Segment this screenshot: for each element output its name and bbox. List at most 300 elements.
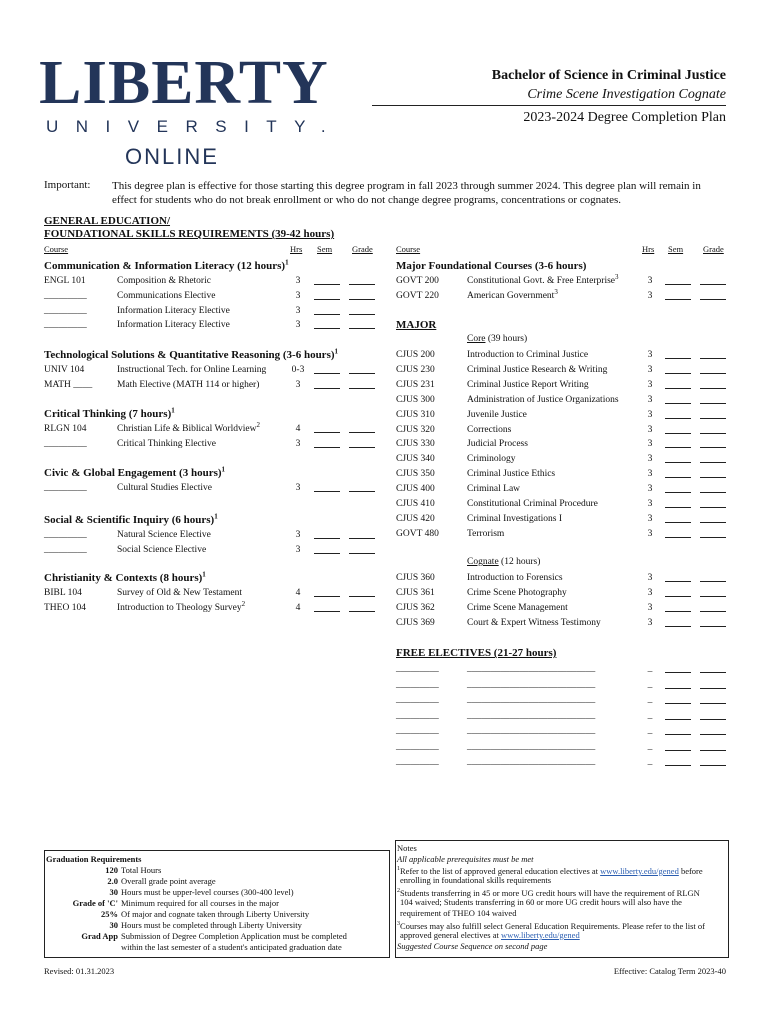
course-hours: 4 — [295, 424, 301, 434]
course-code: CJUS 230 — [396, 364, 435, 375]
course-code: _________ — [44, 544, 87, 555]
course-name-text: Christian Life & Biblical Worldview — [117, 424, 257, 434]
semester-field[interactable] — [665, 603, 691, 612]
grade-field[interactable] — [349, 320, 375, 329]
course-code: CJUS 200 — [396, 350, 435, 360]
grade-field[interactable] — [700, 454, 726, 463]
grad-item-key: 2.0 — [107, 876, 118, 886]
course-name-text: ___________________________ — [467, 726, 596, 736]
grad-item-text: Overall grade point average — [121, 876, 216, 886]
semester-field[interactable] — [665, 365, 691, 374]
course-code: GOVT 220 — [396, 290, 439, 301]
course-hours: 3 — [295, 530, 301, 540]
course-hours: 3 — [647, 528, 653, 539]
grade-field[interactable] — [700, 695, 726, 704]
grade-field[interactable] — [349, 306, 375, 315]
footnote-marker: 3 — [554, 287, 558, 296]
grade-field[interactable] — [349, 439, 375, 448]
course-name-text: Administration of Justice Organizations — [467, 394, 619, 405]
course-name-text: ___________________________ — [467, 695, 596, 705]
course-code: CJUS 400 — [396, 484, 435, 495]
course-code: _________ — [396, 757, 439, 767]
course-hours: _ — [647, 695, 653, 705]
grade-field[interactable] — [700, 664, 726, 673]
gened-group-title — [44, 260, 289, 272]
grade-field[interactable] — [700, 469, 726, 478]
course-code: CJUS 362 — [396, 602, 435, 613]
right-col-course: Course — [396, 244, 421, 254]
plan-title: 2023-2024 Degree Completion Plan — [523, 110, 726, 125]
semester-field[interactable] — [314, 320, 340, 329]
note-2-text: Students transferring in 45 or more UG credit hours will have the requirement of RLGN — [400, 887, 700, 898]
course-hours: _ — [647, 757, 653, 767]
course-name — [117, 290, 215, 302]
semester-field[interactable] — [314, 588, 340, 597]
note-3-cont-text: approved general electives at — [400, 930, 502, 940]
semester-field[interactable] — [665, 742, 691, 751]
course-name-text: Survey of Old & New Testament — [117, 588, 243, 598]
course-name — [117, 319, 230, 331]
grad-item-text: Total Hours — [121, 865, 162, 875]
course-name-text: Court & Expert Witness Testimony — [467, 617, 601, 628]
course-hours: 3 — [295, 320, 301, 331]
course-hours: 3 — [295, 276, 301, 286]
grade-field[interactable] — [700, 499, 726, 508]
course-hours: 3 — [295, 438, 301, 449]
course-name-text: Introduction to Forensics — [467, 573, 563, 583]
course-name-text: Juvenile Justice — [467, 409, 527, 420]
course-name-text: Introduction to Criminal Justice — [467, 350, 589, 360]
notes-prereq: All applicable prerequisites must be met — [397, 854, 534, 864]
course-hours: 3 — [647, 587, 653, 598]
gened-group-title — [44, 349, 338, 361]
grade-field[interactable] — [700, 573, 726, 582]
course-code: CJUS 350 — [396, 469, 435, 480]
grade-field[interactable] — [700, 514, 726, 523]
course-code: _________ — [44, 438, 87, 449]
course-code: _________ — [396, 726, 439, 736]
footnote-marker: 1 — [214, 512, 218, 521]
course-name-text: Instructional Tech. for Online Learning — [117, 365, 267, 375]
course-name — [467, 394, 619, 406]
gened-title-2: FOUNDATIONAL SKILLS REQUIREMENTS (39-42 hours) — [44, 228, 335, 240]
grad-item-key: 30 — [109, 887, 118, 897]
grad-item-text: Hours must be upper-level courses (300-400 level) — [121, 887, 294, 897]
course-name — [467, 710, 595, 722]
course-code: RLGN 104 — [44, 424, 87, 434]
course-name — [467, 364, 607, 376]
grade-field[interactable] — [349, 588, 375, 597]
header-divider — [372, 105, 726, 106]
grade-field[interactable] — [700, 618, 726, 627]
course-hours: 3 — [647, 513, 653, 524]
semester-field[interactable] — [665, 291, 691, 300]
course-code: UNIV 104 — [44, 365, 85, 375]
course-code: CJUS 361 — [396, 587, 435, 598]
course-name — [117, 420, 260, 435]
course-name-text: Information Literacy Elective — [117, 305, 230, 316]
footnote-marker: 3 — [615, 272, 619, 281]
gened-group-title — [44, 514, 218, 526]
grade-field[interactable] — [700, 711, 726, 720]
grade-field[interactable] — [700, 291, 726, 300]
footnote-marker: 2 — [256, 420, 260, 429]
semester-field[interactable] — [314, 545, 340, 554]
foundational-title: Major Foundational Courses (3-6 hours) — [396, 260, 587, 272]
free-electives-title: FREE ELECTIVES (21-27 hours) — [396, 647, 557, 659]
core-label: Core — [467, 334, 486, 344]
course-name — [467, 725, 595, 737]
grade-field[interactable] — [700, 395, 726, 404]
note-3-cont — [400, 930, 580, 941]
semester-field[interactable] — [314, 365, 340, 374]
semester-field[interactable] — [314, 603, 340, 612]
course-name — [467, 287, 558, 302]
grade-field[interactable] — [700, 350, 726, 359]
course-hours: 3 — [647, 602, 653, 613]
grad-item-key: Grade of 'C' — [72, 898, 118, 908]
grade-field[interactable] — [700, 757, 726, 766]
course-hours: 3 — [295, 544, 301, 555]
course-hours: _ — [647, 741, 653, 752]
course-hours: 3 — [647, 424, 653, 435]
semester-field[interactable] — [314, 424, 340, 433]
course-name — [467, 663, 595, 675]
course-hours: 4 — [295, 588, 301, 598]
course-name-text: Introduction to Theology Survey — [117, 602, 242, 613]
effective-term: Effective: Catalog Term 2023-40 — [613, 966, 726, 976]
course-name-text: Criminal Justice Ethics — [467, 469, 556, 480]
semester-field[interactable] — [665, 395, 691, 404]
grade-field[interactable] — [349, 291, 375, 300]
course-code: CJUS 310 — [396, 409, 435, 420]
semester-field[interactable] — [665, 276, 691, 285]
core-hours: (39 hours) — [485, 334, 528, 344]
course-name-text: ___________________________ — [467, 679, 596, 690]
semester-field[interactable] — [314, 530, 340, 539]
grade-field[interactable] — [349, 380, 375, 389]
university-logo-text: UNIVERSITY. — [46, 117, 344, 136]
grade-field[interactable] — [700, 425, 726, 434]
important-text: This degree plan is effective for those starting this degree program in fall 2023 through summer 2024. This degree plan will remain in effect for students who do not break enrollment or who do not change degree programs, concentrations or cognates. — [112, 180, 701, 206]
course-name — [467, 528, 504, 540]
semester-field[interactable] — [665, 695, 691, 704]
grade-field[interactable] — [700, 603, 726, 612]
semester-field[interactable] — [665, 439, 691, 448]
course-code: MATH ____ — [44, 379, 93, 390]
course-name-text: Criminology — [467, 454, 516, 465]
course-code: _________ — [396, 710, 439, 721]
note-3-text: Courses may also fulfill select General Education Requirements. Please refer to the list of — [400, 920, 705, 931]
course-name — [467, 587, 567, 599]
course-hours: 3 — [647, 379, 653, 390]
course-name-text: Criminal Law — [467, 484, 521, 495]
course-name-text: Crime Scene Management — [467, 602, 568, 613]
course-hours: _ — [647, 664, 653, 674]
grade-field[interactable] — [700, 529, 726, 538]
note-2-cont-1: 104 waived; Students transferring in 60 or more UG credit hours will also have the — [400, 897, 682, 907]
course-name — [467, 741, 595, 753]
course-hours: 3 — [647, 469, 653, 480]
footnote-marker: 1 — [334, 347, 339, 356]
course-hours: 3 — [295, 379, 301, 390]
cognate-subheading — [467, 557, 540, 567]
gened-group-title — [44, 467, 225, 479]
course-hours: 3 — [295, 290, 301, 301]
grade-field[interactable] — [700, 365, 726, 374]
course-name — [467, 679, 595, 691]
course-code: _________ — [44, 483, 87, 493]
course-name-text: ___________________________ — [467, 664, 596, 674]
course-name — [467, 694, 595, 706]
gened-col-grade: Grade — [352, 244, 373, 254]
course-code: _________ — [396, 664, 439, 674]
gened-col-hrs: Hrs — [290, 244, 303, 254]
semester-field[interactable] — [665, 514, 691, 523]
grad-item-text: Minimum required for all courses in the major — [121, 898, 279, 908]
course-name — [117, 599, 246, 614]
semester-field[interactable] — [314, 483, 340, 492]
grade-field[interactable] — [349, 483, 375, 492]
semester-field[interactable] — [665, 757, 691, 766]
course-name-text: Information Literacy Elective — [117, 320, 230, 331]
course-hours: _ — [647, 679, 653, 690]
course-hours: _ — [647, 710, 653, 721]
gened-group-title-text: Communication & Information Literacy (12 hours) — [44, 260, 286, 272]
course-code: THEO 104 — [44, 602, 86, 613]
course-name — [467, 424, 511, 436]
course-code: _________ — [44, 530, 87, 540]
program-title: Bachelor of Science in Criminal Justice — [491, 68, 726, 83]
semester-field[interactable] — [665, 410, 691, 419]
course-name — [117, 544, 206, 556]
gened-col-course: Course — [44, 244, 69, 254]
course-code: _________ — [396, 695, 439, 705]
core-subheading — [467, 334, 527, 344]
grade-field[interactable] — [700, 680, 726, 689]
course-hours: 3 — [647, 394, 653, 405]
gened-group-title-text: Critical Thinking (7 hours) — [44, 408, 172, 420]
grade-field[interactable] — [349, 530, 375, 539]
course-code: CJUS 300 — [396, 394, 435, 405]
grade-field[interactable] — [700, 726, 726, 735]
semester-field[interactable] — [314, 276, 340, 285]
grad-item-text: Hours must be completed through Liberty University — [121, 920, 302, 930]
liberty-logo-wordmark: LIBERTY — [39, 49, 329, 117]
course-name-text: Math Elective (MATH 114 or higher) — [117, 379, 260, 390]
course-hours: 3 — [647, 573, 653, 583]
course-name-text: ___________________________ — [467, 741, 596, 752]
grad-item-text: Of major and cognate taken through Liberty University — [121, 909, 310, 919]
semester-field[interactable] — [665, 529, 691, 538]
course-hours: 3 — [295, 305, 301, 316]
course-code: BIBL 104 — [44, 588, 82, 598]
course-hours: _ — [647, 726, 653, 736]
course-code: CJUS 340 — [396, 454, 435, 465]
course-name-text: Constitutional Criminal Procedure — [467, 499, 598, 509]
course-name-text: Criminal Justice Research & Writing — [467, 364, 608, 375]
gened-link-2[interactable]: www.liberty.edu/gened — [501, 930, 580, 940]
semester-field[interactable] — [665, 484, 691, 493]
major-title: MAJOR — [396, 319, 437, 331]
grade-field[interactable] — [700, 588, 726, 597]
grad-item-text: within the last semester of a student's anticipated graduation date — [121, 942, 342, 952]
semester-field[interactable] — [665, 350, 691, 359]
grad-item-text: Submission of Degree Completion Application must be completed — [121, 931, 347, 941]
grade-field[interactable] — [349, 603, 375, 612]
course-name-text: Constitutional Govt. & Free Enterprise — [467, 276, 616, 286]
grade-field[interactable] — [700, 484, 726, 493]
course-name — [117, 379, 259, 391]
course-name-text: ___________________________ — [467, 757, 596, 767]
right-col-hrs: Hrs — [642, 244, 655, 254]
course-hours: 0-3 — [291, 365, 305, 375]
course-name — [467, 572, 563, 584]
footnote-marker: 1 — [221, 465, 226, 474]
grade-field[interactable] — [700, 380, 726, 389]
course-code: GOVT 480 — [396, 528, 439, 539]
course-hours: 3 — [647, 290, 653, 301]
note-3: $^3$Courses may also fulfill select General Education Requirements. Please refer to the list of — [397, 920, 705, 931]
footnote-marker: 2 — [241, 599, 246, 608]
course-name — [467, 453, 516, 465]
course-code: _________ — [396, 741, 439, 752]
grade-field[interactable] — [700, 276, 726, 285]
gened-group-title-text: Civic & Global Engagement (3 hours) — [44, 467, 222, 479]
course-name-text: Cultural Studies Elective — [117, 483, 212, 493]
grade-field[interactable] — [349, 276, 375, 285]
course-name — [117, 275, 211, 287]
semester-field[interactable] — [314, 439, 340, 448]
semester-field[interactable] — [665, 711, 691, 720]
course-name — [117, 305, 230, 317]
note-1-text: Refer to the list of approved general education electives at — [400, 865, 601, 876]
course-name — [117, 364, 266, 376]
course-name — [117, 482, 212, 494]
course-name-text: Communications Elective — [117, 290, 216, 301]
course-code: GOVT 200 — [396, 276, 439, 286]
grade-field[interactable] — [349, 545, 375, 554]
course-code: CJUS 410 — [396, 499, 435, 509]
course-code: CJUS 420 — [396, 513, 435, 524]
gened-group-title — [44, 408, 175, 420]
course-hours: 3 — [647, 617, 653, 628]
grade-field[interactable] — [700, 410, 726, 419]
note-1-cont: enrolling in foundational skills requirements — [400, 875, 552, 885]
semester-field[interactable] — [314, 306, 340, 315]
note-2-cont-2: requirement of THEO 104 waived — [400, 908, 517, 918]
course-name — [117, 438, 216, 450]
grad-item-key: 120 — [105, 865, 118, 875]
course-code: _________ — [44, 290, 87, 301]
semester-field[interactable] — [665, 664, 691, 673]
note-1-tail: before — [678, 865, 703, 876]
course-name-text: Criminal Justice Report Writing — [467, 379, 589, 390]
course-hours: 3 — [647, 484, 653, 495]
gened-group-title — [44, 572, 206, 584]
semester-field[interactable] — [665, 469, 691, 478]
course-code: ENGL 101 — [44, 276, 86, 286]
course-name — [467, 498, 598, 510]
semester-field[interactable] — [665, 726, 691, 735]
right-col-grade: Grade — [703, 244, 724, 254]
course-name-text: ___________________________ — [467, 710, 596, 721]
course-name — [117, 587, 242, 599]
course-code: CJUS 320 — [396, 424, 435, 435]
gened-col-sem: Sem — [317, 244, 333, 254]
course-hours: 3 — [647, 454, 653, 465]
course-name — [467, 272, 619, 287]
semester-field[interactable] — [314, 380, 340, 389]
cognate-title: Crime Scene Investigation Cognate — [527, 87, 726, 102]
course-hours: 3 — [647, 409, 653, 420]
course-name-text: Corrections — [467, 424, 512, 435]
semester-field[interactable] — [665, 454, 691, 463]
course-name — [467, 349, 588, 361]
course-name — [467, 409, 527, 421]
grad-title: Graduation Requirements — [46, 854, 142, 864]
semester-field[interactable] — [665, 499, 691, 508]
grade-field[interactable] — [349, 424, 375, 433]
semester-field[interactable] — [665, 380, 691, 389]
course-name-text: Composition & Rhetoric — [117, 276, 211, 286]
semester-field[interactable] — [665, 618, 691, 627]
course-hours: 3 — [647, 364, 653, 375]
grade-field[interactable] — [349, 365, 375, 374]
grad-item-key: 25% — [101, 909, 118, 919]
course-hours: 3 — [647, 499, 653, 509]
gened-title-1: GENERAL EDUCATION/ — [44, 215, 171, 227]
course-hours: 3 — [647, 276, 653, 286]
cognate-label: Cognate — [467, 557, 499, 567]
semester-field[interactable] — [665, 680, 691, 689]
course-name-text: Crime Scene Photography — [467, 587, 567, 598]
grade-field[interactable] — [700, 439, 726, 448]
course-name-text: Social Science Elective — [117, 544, 207, 555]
grad-item-key: Grad App — [81, 931, 118, 941]
course-name — [117, 529, 211, 541]
semester-field[interactable] — [665, 588, 691, 597]
notes-sequence: Suggested Course Sequence on second page — [397, 941, 548, 951]
right-col-sem: Sem — [668, 244, 684, 254]
course-name-text: Criminal Investigations I — [467, 513, 562, 524]
grad-item-key: 30 — [109, 920, 118, 930]
gened-group-title-text: Technological Solutions & Quantitative Reasoning (3-6 hours) — [44, 349, 335, 361]
course-code: CJUS 231 — [396, 379, 435, 390]
semester-field[interactable] — [314, 291, 340, 300]
grade-field[interactable] — [700, 742, 726, 751]
note-2: $^2$Students transferring in 45 or more UG credit hours will have the requirement of RLGN — [397, 887, 700, 898]
course-name-text: Terrorism — [467, 528, 505, 539]
footnote-marker: 1 — [285, 258, 289, 267]
course-code: CJUS 330 — [396, 439, 435, 450]
gened-group-title-text: Social & Scientific Inquiry (6 hours) — [44, 514, 215, 526]
course-hours: 3 — [295, 483, 301, 493]
course-hours: 3 — [647, 439, 653, 450]
course-name — [467, 438, 528, 450]
course-name — [467, 756, 595, 768]
semester-field[interactable] — [665, 573, 691, 582]
gened-group-title-text: Christianity & Contexts (8 hours) — [44, 572, 203, 584]
course-name-text: Natural Science Elective — [117, 530, 211, 540]
semester-field[interactable] — [665, 425, 691, 434]
course-name — [467, 602, 568, 614]
course-name — [467, 483, 520, 495]
online-logo-text: ONLINE — [125, 144, 219, 169]
gened-link-1[interactable]: www.liberty.edu/gened — [600, 865, 679, 876]
course-name — [467, 513, 562, 525]
course-name-text: Critical Thinking Elective — [117, 438, 217, 449]
